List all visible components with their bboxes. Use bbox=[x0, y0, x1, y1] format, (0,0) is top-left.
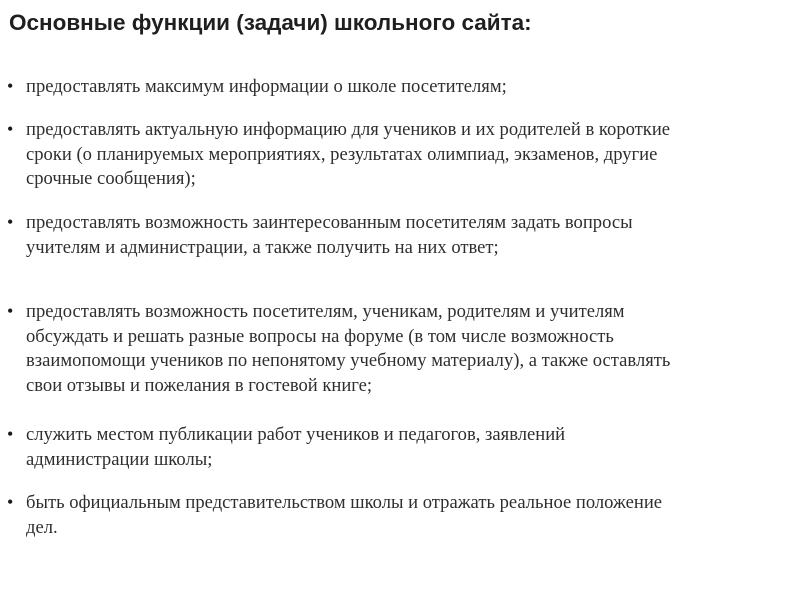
bullet-text-line: быть официальным представительством школы и отражать реальное положение bbox=[26, 492, 663, 513]
bullet-text-line: предоставлять максимум информации о школе посетителям; bbox=[26, 76, 507, 97]
bullet-dot: • bbox=[7, 301, 14, 321]
bullet-text-line: администрации школы; bbox=[26, 448, 213, 470]
bullet-text-line: свои отзывы и пожелания в гостевой книге; bbox=[26, 374, 373, 396]
bullet-item bbox=[7, 491, 796, 540]
bullet-dot: • bbox=[7, 212, 14, 232]
bullet-dot: • bbox=[7, 424, 14, 444]
bullet-text-line: дел. bbox=[26, 516, 58, 538]
bullet-item bbox=[7, 211, 796, 260]
bullet-item bbox=[7, 118, 796, 192]
bullet-text-line: обсуждать и решать разные вопросы на форуме (в том числе возможность bbox=[26, 325, 614, 347]
bullet-text-line: предоставлять возможность заинтересованным посетителям задать вопросы bbox=[26, 212, 633, 233]
bullet-item bbox=[7, 423, 796, 472]
bullet-dot: • bbox=[7, 76, 14, 96]
bullet-item bbox=[7, 75, 796, 100]
bullet-text-line: сроки (о планируемых мероприятиях, результатах олимпиад, экзаменов, другие bbox=[26, 143, 658, 165]
bullet-text-line: служить местом публикации работ учеников и педагогов, заявлений bbox=[26, 424, 566, 445]
bullet-text-line: срочные сообщения); bbox=[26, 168, 196, 189]
slide-title: Основные функции (задачи) школьного сайта: bbox=[9, 10, 532, 35]
bullet-dot: • bbox=[7, 119, 14, 139]
bullet-text-line: предоставлять актуальную информацию для учеников и их родителей в короткие bbox=[26, 119, 671, 140]
bullet-dot: • bbox=[7, 492, 14, 512]
bullet-text-line: взаимопомощи учеников по непонятому учебному материалу), а также оставлять bbox=[26, 350, 671, 371]
bullet-text-line: предоставлять возможность посетителям, ученикам, родителям и учителям bbox=[26, 301, 625, 322]
bullet-text-line: учителям и администрации, а также получить на них ответ; bbox=[26, 236, 499, 258]
bullet-item bbox=[7, 300, 796, 398]
